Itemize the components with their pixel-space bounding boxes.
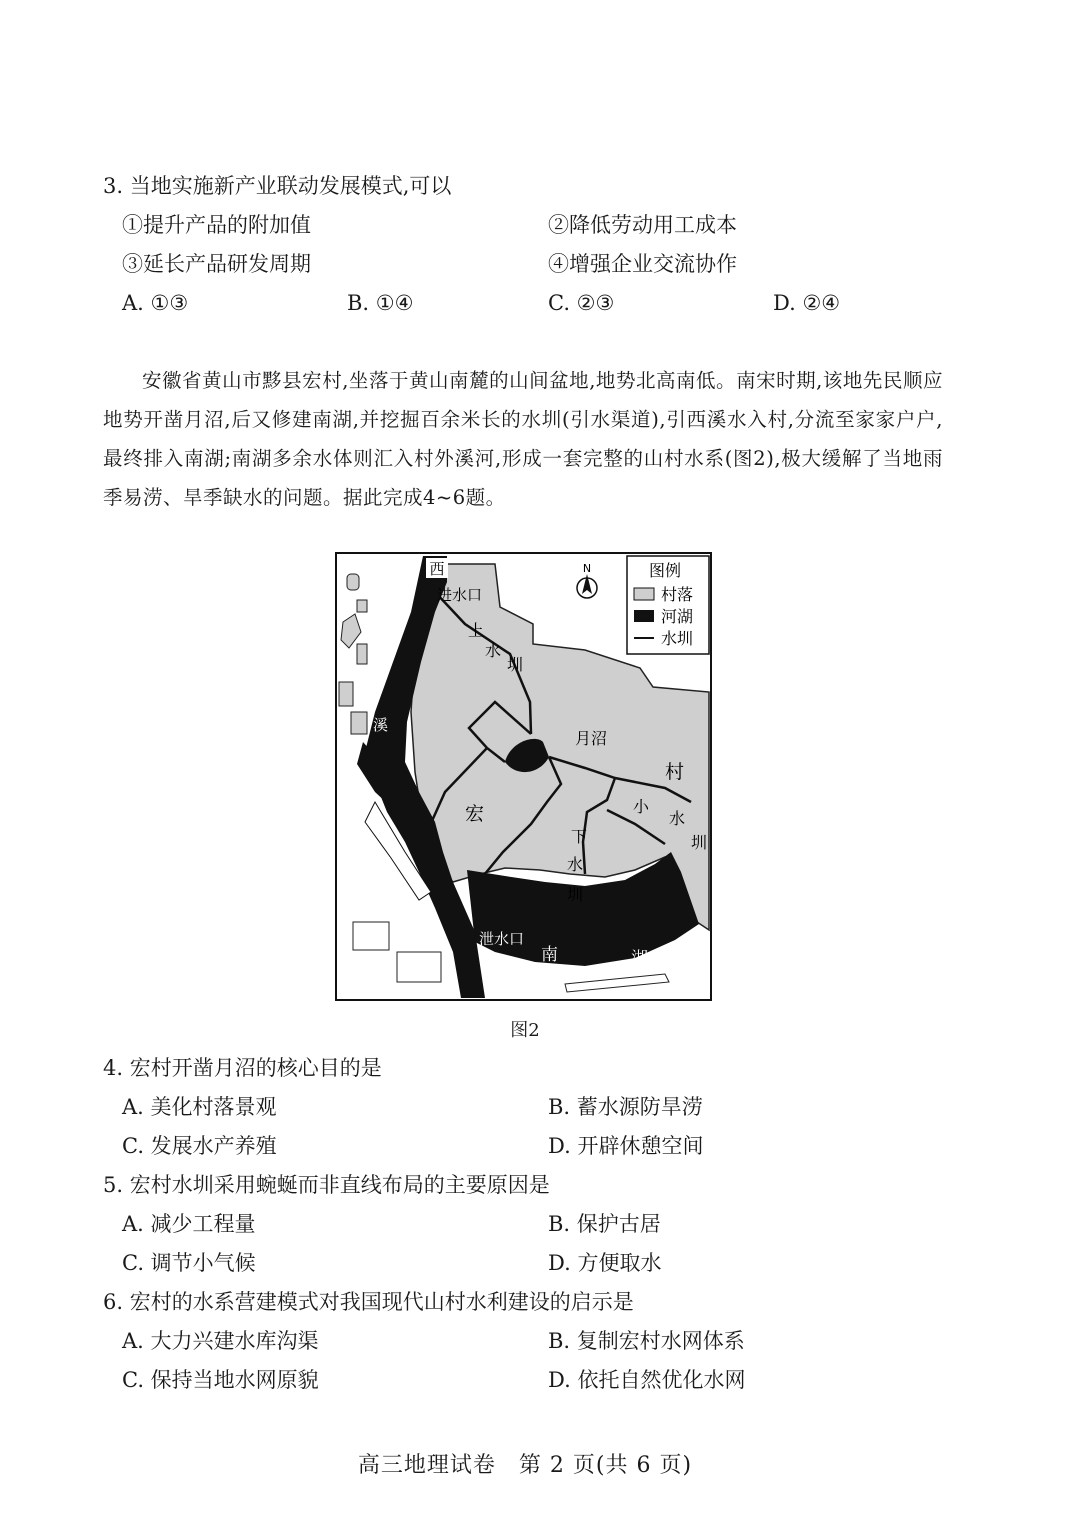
- q4-option-a: A. 美化村落景观: [122, 1095, 277, 1119]
- legend-water-swatch: [634, 610, 654, 622]
- label-upper-1: 上: [468, 621, 485, 640]
- label-lower-1: 下: [571, 827, 588, 846]
- q3-item-1: ①提升产品的附加值: [122, 213, 311, 237]
- q4-option-b: B. 蓄水源防旱涝: [548, 1095, 703, 1119]
- figure-caption: 图2: [510, 1020, 540, 1041]
- q3-item-4: ④增强企业交流协作: [548, 252, 737, 276]
- q6-option-d: D. 依托自然优化水网: [548, 1368, 746, 1392]
- label-small-3: 圳: [691, 833, 708, 852]
- q6-option-b: B. 复制宏村水网体系: [548, 1329, 745, 1353]
- label-hong: 宏: [465, 803, 485, 825]
- figure-2-map: [335, 552, 713, 1002]
- label-inlet: 进水口: [437, 586, 483, 604]
- q3-item-3: ③延长产品研发周期: [122, 252, 311, 276]
- q4-option-c: C. 发展水产养殖: [122, 1134, 277, 1158]
- q3-option-a: A. ①③: [122, 291, 189, 315]
- label-upper-3: 圳: [507, 655, 524, 674]
- plot: [339, 682, 353, 706]
- legend-village-swatch: [634, 588, 654, 600]
- q6-option-a: A. 大力兴建水库沟渠: [122, 1329, 319, 1353]
- q4-stem: 4. 宏村开凿月沼的核心目的是: [103, 1056, 382, 1080]
- label-outlet: 泄水口: [479, 930, 525, 948]
- page-footer: 高三地理试卷 第 2 页(共 6 页): [357, 1453, 693, 1478]
- legend-water: 河湖: [661, 607, 694, 626]
- plot: [357, 600, 367, 612]
- label-xi2: 溪: [373, 716, 389, 734]
- plot: [347, 574, 359, 590]
- label-nanhu-1: 南: [541, 945, 558, 965]
- legend: [627, 556, 709, 654]
- q6-stem: 6. 宏村的水系营建模式对我国现代山村水利建设的启示是: [103, 1290, 634, 1314]
- plot: [397, 952, 441, 982]
- label-small-1: 小: [633, 797, 650, 816]
- plot: [357, 644, 367, 664]
- q3-item-2: ②降低劳动用工成本: [548, 213, 737, 237]
- q5-stem: 5. 宏村水圳采用蜿蜒而非直线布局的主要原因是: [103, 1173, 550, 1197]
- q5-option-c: C. 调节小气候: [122, 1251, 256, 1275]
- q3-option-c: C. ②③: [548, 291, 615, 315]
- q5-option-a: A. 减少工程量: [122, 1212, 256, 1236]
- q5-option-b: B. 保护古居: [548, 1212, 661, 1236]
- label-xi: 西: [429, 560, 445, 578]
- legend-canal: 水圳: [661, 629, 694, 648]
- q5-option-d: D. 方便取水: [548, 1251, 662, 1275]
- passage-text: 安徽省黄山市黟县宏村,坐落于黄山南麓的山间盆地,地势北高南低。南宋时期,该地先民顺应地势开凿月沼,后又修建南湖,并挖掘百余米长的水圳(引水渠道),引西溪水入村,分流至家家户户,最终排入南湖;南湖多余水体则汇入村外溪河,形成一套完整的山村水系(图2),极大缓解了当地雨季易涝、旱季缺水的问题。据此完成4~6题。: [103, 369, 943, 509]
- north-label: N: [582, 562, 592, 575]
- q6-option-c: C. 保持当地水网原貌: [122, 1368, 319, 1392]
- legend-village: 村落: [661, 585, 694, 604]
- legend-title: 图例: [649, 561, 682, 580]
- q3-stem: 3. 当地实施新产业联动发展模式,可以: [103, 174, 452, 198]
- q3-option-b: B. ①④: [347, 291, 414, 315]
- label-small-2: 水: [669, 809, 686, 828]
- q4-option-d: D. 开辟休憩空间: [548, 1134, 704, 1158]
- label-cun: 村: [665, 761, 685, 783]
- label-lower-3: 圳: [567, 885, 584, 904]
- label-yuezhao: 月沼: [575, 729, 608, 748]
- label-lower-2: 水: [567, 855, 584, 874]
- label-nanhu-2: 湖: [631, 949, 648, 969]
- plot: [353, 922, 389, 950]
- label-upper-2: 水: [485, 641, 502, 660]
- q3-option-d: D. ②④: [773, 291, 841, 315]
- plot: [351, 712, 367, 734]
